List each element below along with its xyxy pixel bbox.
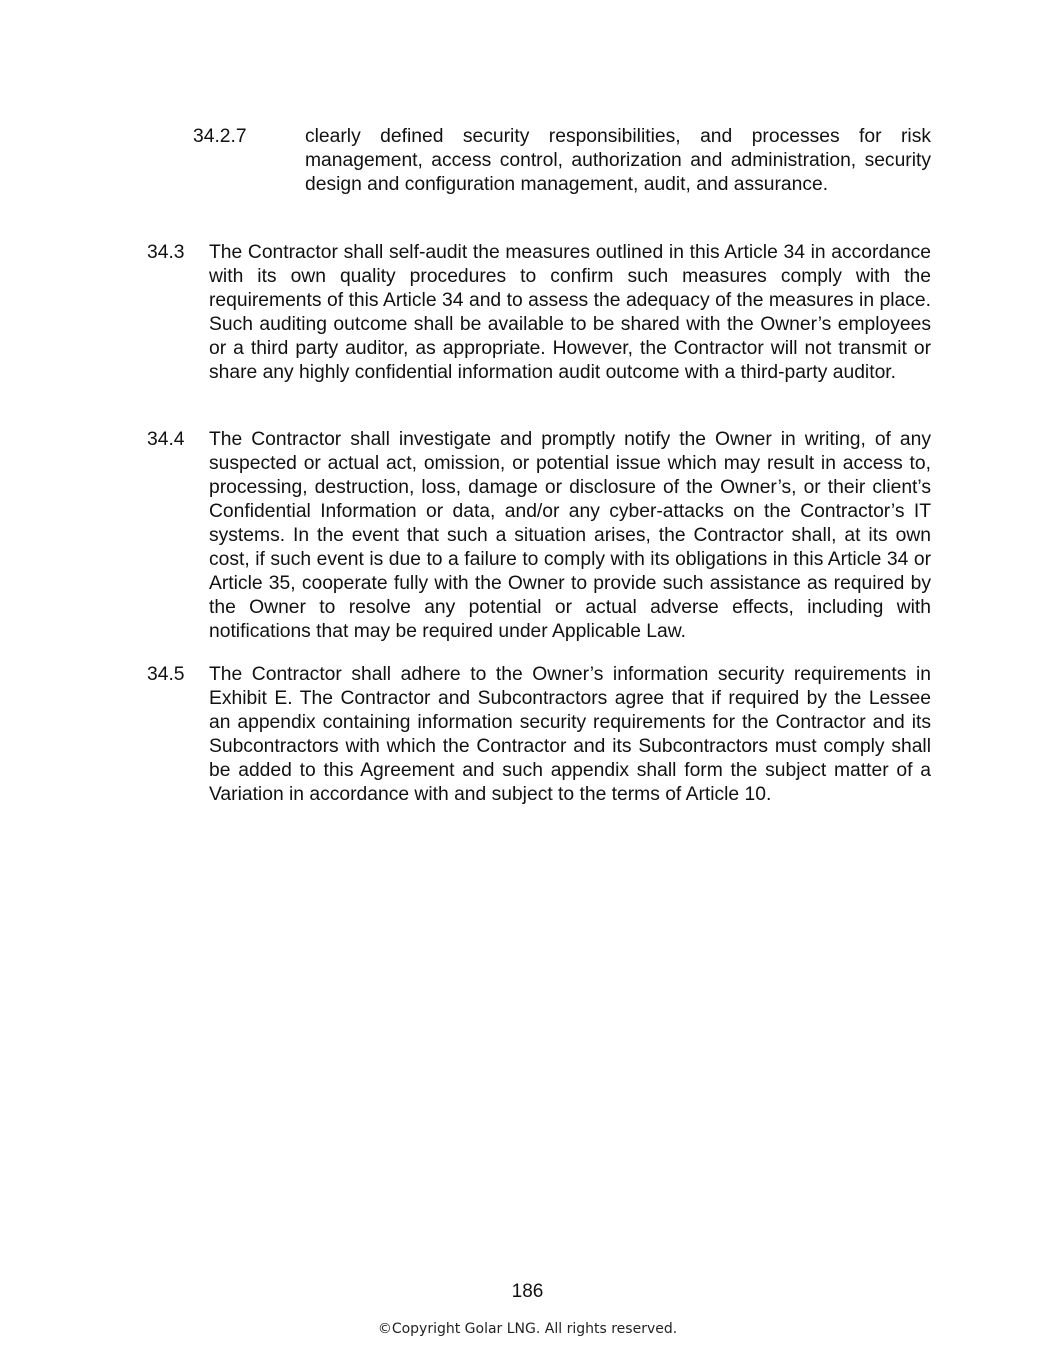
clause-text: The Contractor shall self-audit the measures outlined in this Article 34 in accordance with its own quality procedures to confirm such measures comply with the requirements of this Article 34 and to assess the adequacy of the measures in place. Such auditing outcome shall be available to be shared with the Owner’s employees or a third party auditor, as appropriate. However, the Contractor will not transmit or share any highly confidential information audit outcome with a third-party auditor. bbox=[209, 242, 931, 383]
copyright-notice: ©Copyright Golar LNG. All rights reserved. bbox=[377, 1321, 678, 1337]
clause-number: 34.2.7 bbox=[193, 126, 247, 147]
clause-text: The Contractor shall investigate and promptly notify the Owner in writing, of any suspected or actual act, omission, or potential issue which may result in access to, processing, destruction, loss, damage or disclosure of the Owner’s, or their client’s Confidential Information or data, and/or any cyber-attacks on the Contractor’s IT systems. In the event that such a situation arises, the Contractor shall, at its own cost, if such event is due to a failure to comply with its obligations in this Article 34 or Article 35, cooperate fully with the Owner to provide such assistance as required by the Owner to resolve any potential or actual adverse effects, including with notifications that may be required under Applicable Law. bbox=[209, 429, 931, 642]
clause-text: The Contractor shall adhere to the Owner’s information security requirements in Exhibit E. The Contractor and Subcontractors agree that if required by the Lessee an appendix containing information security requirements for the Contractor and its Subcontractors with which the Contractor and its Subcontractors must comply shall be added to this Agreement and such appendix shall form the subject matter of a Variation in accordance with and subject to the terms of Article 10. bbox=[209, 664, 931, 805]
clause-number: 34.4 bbox=[147, 429, 185, 450]
clause-text: clearly defined security responsibilities, and processes for risk management, access control, authorization and administration, security design and configuration management, audit, and assurance. bbox=[305, 126, 931, 195]
clause-number: 34.5 bbox=[147, 664, 185, 685]
page-number: 186 bbox=[511, 1281, 544, 1302]
clause-number: 34.3 bbox=[147, 242, 185, 263]
